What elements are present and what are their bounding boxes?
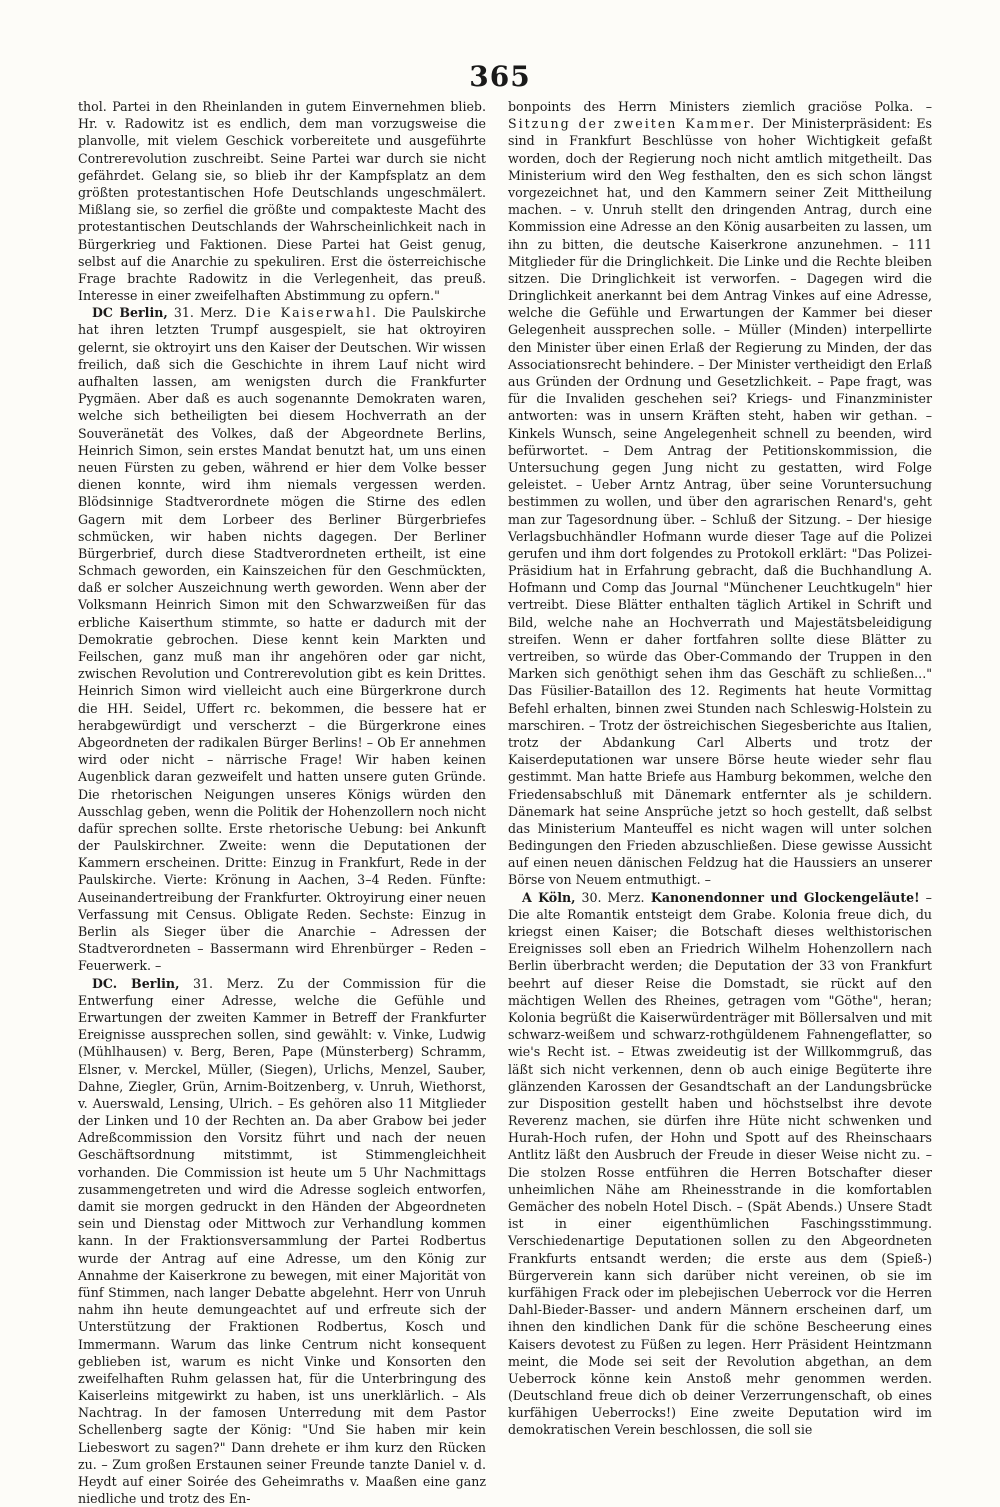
article-headline: Die Kaiserwahl. — [236, 305, 378, 321]
article-headline: Kanonendonner und Glockengeläute! — [644, 889, 920, 905]
article-continuation: thol. Partei in den Rheinlanden in gutem Einvernehmen blieb. Hr. v. Radowitz ist es endlich, dem man vorzugsweise die planvolle, mit vielem Geschick vorbereitete und ausgeführte Contrerevolution zuschreibt. Seine Partei war durch sie nicht gefährdet. Gelang sie, so blieb ihr der Kampfsplatz an dem größten protestantischen Hofe Deutschlands ungeschmälert. Mißlang sie, so zerfiel die größte und compakteste Macht des protestantischen Deutschlands der Wahrscheinlichkeit nach in Bürgerkrieg und Faktionen. Diese Partei hat Geist genug, selbst auf die Anarchie zu spekuliren. Erst die österreichische Frage brachte Radowitz in die Verlegenheit, das preuß. Interesse in einer zweifelhaften Abstimmung zu opfern." — [78, 99, 486, 304]
article-body: – Die alte Romantik entsteigt dem Grabe. Kolonia freue dich, du kriegst einen Kaiser; die Botschaft dieses welthistorischen Ereignisses soll eben an Friedrich Wilhelm Hohenzollern nach Berlin überbracht werden; die Deputation der 33 von Frankfurt beehrt auf dieser Reise die Domstadt, sie rückt auf den mächtigen Wellen des Rheines, getragen vom "Göthe", heran; Kolonia begrüßt die Kaiserwürdenträger mit Böllersalven und mit schwarz-weißem und schwarz-rothgüldenem Fahnengeflatter, so wie's Recht ist. – Etwas zweideutig ist der Willkommgruß, das läßt sich nicht verkennen, denn ob auch einige Begüterte ihre glänzenden Karossen der Gesandtschaft an der Landungsbrücke zur Disposition gestellt haben und höchstselbst ihre devote Reverenz machen, sie dürfen ihre Hüte nicht schwenken und Hurah-Hoch rufen, der Hohn und Spott auf des Rheinschaars Antlitz läßt den Ausbruch der Freude in dieser Weise nicht zu. – Die stolzen Rosse entführen die Herren Botschafter dieser unheimlichen Nähe am Rheinesstrande in die komfortablen Gemächer des nobeln Hotel Disch. – (Spät Abends.) Unsere Stadt ist in einer eigenthümlichen Faschingsstimmung. Verschiedenartige Deputationen sollen zu den Abgeordneten Frankfurts entsandt werden; die erste aus dem (Spieß-) Bürgerverein kann sich darüber nicht vereinen, ob sie im kurfähigen Frack oder im plebejischen Ueberrock vor die Herren Dahl-Bieder-Basser- und andern Männern erscheinen darf, um ihnen den kindlichen Dank für die schöne Bescheerung eines Kaisers devotest zu Füßen zu legen. Herr Präsident Heintzmann meint, die Mode sei seit der Revolution abgethan, an dem Ueberrock könne kein Anstoß mehr genommen werden. (Deutschland freue dich ob deiner Verzerrungenschaft, ob eines kurfähigen Ueberrocks!) Eine zweite Deputation wird im demokratischen Verein beschlossen, die soll sie — [508, 889, 932, 1438]
dateline-place: DC Berlin, — [92, 305, 168, 321]
article-berlin-adresse — [78, 975, 486, 1507]
article-body: Die Paulskirche hat ihren letzten Trumpf ausgespielt, sie hat oktroyiren gelernt, sie oktroyirt uns den Kaiser der Deutschen. Wir wissen freilich, daß sich die Geschichte in ihrem Lauf nicht wird aufhalten lassen, am wenigsten durch die Frankfurter Pygmäen. Aber daß es auch sogenannte Demokraten waren, welche sich betheiligten bei diesem Hochverrath an der Souveränetät des Volkes, daß der Abgeordnete Berlins, Heinrich Simon, sein erstes Mandat benutzt hat, um uns einen neuen Fürsten zu geben, während er hier dem Volke besser dienen konnte, wird ihm niemals vergessen werden. Blödsinnige Stadtverordnete mögen die Stirne des edlen Gagern mit dem Lorbeer des Berliner Bürgerbriefes schmücken, wir haben nichts dagegen. Der Berliner Bürgerbrief, durch diese Stadtverordneten ertheilt, ist eine Schmach geworden, ein Kainszeichen für den Geschmückten, daß er solcher Auszeichnung werth geworden. Wenn aber der Volksmann Heinrich Simon mit den Schwarzweißen für das erbliche Kaiserthum stimmte, so hatte er dadurch mit der Demokratie gebrochen. Diese kennt kein Markten und Feilschen, ganz muß man ihr angehören oder gar nicht, zwischen Revolution und Contrerevolution gibt es kein Drittes. Heinrich Simon wird vielleicht auch eine Bürgerkrone durch die HH. Seidel, Uffert rc. bekommen, die bessere hat er herabgewürdigt und verscherzt – die Bürgerkrone eines Abgeordneten der radikalen Bürger Berlins! – Ob Er annehmen wird oder nicht – närrische Frage! Wir haben keinen Augenblick daran gezweifelt und hatten unsere guten Gründe. Die rhetorischen Neigungen unseres Königs würden den Ausschlag geben, wenn die Politik der Hohenzollern noch nicht dafür sprechen sollte. Erste rhetorische Uebung: bei Ankunft der Paulskirchner. Zweite: wenn die Deputationen der Kammern erscheinen. Dritte: Einzug in Frankfurt, Rede in der Paulskirche. Vierte: Krönung in Aachen, 3–4 Reden. Fünfte: Auseinandertreibung der Frankfurter. Oktroyirung einer neuen Verfassung mit Census. Obligate Reden. Sechste: Einzug in Berlin als Sieger über die Anarchie – Adressen der Stadtverordneten – Bassermann wird Ehrenbürger – Reden – Feuerwerk. – — [78, 305, 486, 974]
article-berlin-kaiserwahl — [78, 304, 486, 974]
dateline-place: DC. Berlin, — [92, 975, 180, 991]
left-column — [78, 98, 486, 1507]
article-body: Der Ministerpräsident: Es sind in Frankfurt Beschlüsse von hoher Wichtigkeit gefaßt worden, doch der Regierung noch nicht amtlich mitgetheilt. Das Ministerium wird den Weg festhalten, den es sich schon längst vorgezeichnet hat, und den Kammern seiner Zeit Mittheilung machen. – v. Unruh stellt den dringenden Antrag, durch eine Kommission eine Adresse an den König ausarbeiten zu lassen, um ihn zu bitten, die deutsche Kaiserkrone anzunehmen. – 111 Mitglieder für die Dringlichkeit. Die Linke und die Rechte bleiben sitzen. Die Dringlichkeit ist verworfen. – Dagegen wird die Dringlichkeit anerkannt bei dem Antrag Vinkes auf eine Adresse, welche die Gefühle und Erwartungen der Kammer bei dieser Gelegenheit aussprechen solle. – Müller (Minden) interpellirte den Minister über einen Erlaß der Regierung zu Minden, der das Associationsrecht behindere. – Der Minister vertheidigt den Erlaß aus Gründen der Ordnung und Gesetzlichkeit. – Pape fragt, was für die Invaliden geschehen sei? Kriegs- und Finanzminister antworten: was in unsern Kräften steht, haben wir gethan. – Kinkels Wunsch, seine Angelegenheit schnell zu beenden, wird befürwortet. – Dem Antrag der Petitionskommission, die Untersuchung gegen Jung nicht zu gestatten, wird Folge geleistet. – Ueber Arntz Antrag, über seine Voruntersuchung bestimmen zu wollen, und über den agrarischen Renard's, geht man zur Tagesordnung über. – Schluß der Sitzung. – Der hiesige Verlagsbuchhändler Hofmann wurde dieser Tage auf die Polizei gerufen und ihm dort folgendes zu Protokoll erklärt: "Das Polizei-Präsidium hat in Erfahrung gebracht, daß die Buchhandlung A. Hofmann und Comp das Journal "Münchener Leuchtkugeln" hier vertreibt. Diese Blätter enthalten täglich Artikel in Schrift und Bild, welche nahe an Hochverrath und Majestätsbeleidigung streifen. Wenn er daher fortfahren sollte diese Blätter zu vertreiben, so würde das Ober-Commando der Truppen in den Marken sich genöthigt sehen ihm das Geschäft zu schließen..." Das Füsilier-Bataillon des 12. Regiments hat heute Vormittag Befehl erhalten, binnen zwei Stunden nach Schleswig-Holstein zu marschiren. – Trotz der östreichischen Siegesberichte aus Italien, trotz der Abdankung Carl Alberts und trotz der Kaiserdeputationen war unsere Börse heute wieder sehr flau gestimmt. Man hatte Briefe aus Hamburg bekommen, welche den Friedensabschluß mit Dänemark entfernter als je schildern. Dänemark hat seine Ansprüche jetzt so hoch gestellt, daß selbst das Ministerium Manteuffel es nicht wagen will unter solchen Bedingungen den Frieden abzuschließen. Diese gewisse Aussicht auf einen neuen dänischen Feldzug hat die Haussiers an unserer Börse von Neuem entmuthigt. – — [508, 116, 932, 888]
right-column — [508, 98, 932, 1438]
page-number: 365 — [469, 60, 531, 93]
dateline-date: 31. Merz. — [167, 305, 237, 321]
article-continuation: bonpoints des Herrn Ministers ziemlich graciöse Polka. – Sitzung der zweiten Kammer. Der Ministerpräsident: Es sind in Frankfurt Beschlüsse von hoher Wichtigkeit gefaßt worden, doch der Regierung noch nicht amtlich mitgetheilt. Das Ministerium wird den Weg festhalten, den es sich schon längst vorgezeichnet hat, und den Kammern seiner Zeit Mittheilung machen. – v. Unruh stellt den dringenden Antrag, durch eine Kommission eine Adresse an den König ausarbeiten zu lassen, um ihn zu bitten, die deutsche Kaiserkrone anzunehmen. – 111 Mitglieder für die Dringlichkeit. Die Linke und die Rechte bleiben sitzen. Die Dringlichkeit ist verworfen. – Dagegen wird die Dringlichkeit anerkannt bei dem Antrag Vinkes auf eine Adresse, welche die Gefühle und Erwartungen der Kammer bei dieser Gelegenheit aussprechen solle. – Müller (Minden) interpellirte den Minister über einen Erlaß der Regierung zu Minden, der das Associationsrecht behindere. – Der Minister vertheidigt den Erlaß aus Gründen der Ordnung und Gesetzlichkeit. – Pape fragt, was für die Invaliden geschehen sei? Kriegs- und Finanzminister antworten: was in unsern Kräften steht, haben wir gethan. – Kinkels Wunsch, seine Angelegenheit schnell zu beenden, wird befürwortet. – Dem Antrag der Petitionskommission, die Untersuchung gegen Jung nicht zu gestatten, wird Folge geleistet. – Ueber Arntz Antrag, über seine Voruntersuchung bestimmen zu wollen, und über den agrarischen Renard's, geht man zur Tagesordnung über. – Schluß der Sitzung. – Der hiesige Verlagsbuchhändler Hofmann wurde dieser Tage auf die Polizei gerufen und ihm dort folgendes zu Protokoll erklärt: "Das Polizei-Präsidium hat in Erfahrung gebracht, daß die Buchhandlung A. Hofmann und Comp das Journal "Münchener Leuchtkugeln" hier vertreibt. Diese Blätter enthalten täglich Artikel in Schrift und Bild, welche nahe an Hochverrath und Majestätsbeleidigung streifen. Wenn er daher fortfahren sollte diese Blätter zu vertreiben, so würde das Ober-Commando der Truppen in den Marken sich genöthigt sehen ihm das Geschäft zu schließen..." Das Füsilier-Bataillon des 12. Regiments hat heute Vormittag Befehl erhalten, binnen zwei Stunden nach Schleswig-Holstein zu marschiren. – Trotz der östreichischen Siegesberichte aus Italien, trotz der Abdankung Carl Alberts und trotz der Kaiserdeputationen war unsere Börse heute wieder sehr flau gestimmt. Man hatte Briefe aus Hamburg bekommen, welche den Friedensabschluß mit Dänemark entfernter als je schildern. Dänemark hat seine Ansprüche jetzt so hoch gestellt, daß selbst das Ministerium Manteuffel es nicht wagen will unter solchen Bedingungen den Frieden abzuschließen. Diese gewisse Aussicht auf einen neuen dänischen Feldzug hat die Haussiers an unserer Börse von Neuem entmuthigt. – — [508, 99, 932, 888]
article-body: Zu der Commission für die Entwerfung einer Adresse, welche die Gefühle und Erwartungen der zweiten Kammer in Betreff der Frankfurter Ereignisse aussprechen sollen, sind gewählt: v. Vinke, Ludwig (Mühlhausen) v. Berg, Beren, Pape (Münsterberg) Schramm, Elsner, v. Merckel, Müller, (Siegen), Urlichs, Menzel, Sauber, Dahne, Ziegler, Grün, Arnim-Boitzenberg, v. Unruh, Wiethorst, v. Auerswald, Lensing, Ulrich. – Es gehören also 11 Mitglieder der Linken und 10 der Rechten an. Da aber Grabow bei jeder Adreßcommission den Vorsitz führt und nach der neuen Geschäftsordnung mitstimmt, ist Stimmengleichheit vorhanden. Die Commission ist heute um 5 Uhr Nachmittags zusammengetreten und wird die Adresse sogleich entworfen, damit sie morgen gedruckt in den Händen der Abgeordneten sein und Dienstag oder Mittwoch zur Verhandlung kommen kann. In der Fraktionsversammlung der Partei Rodbertus wurde der Antrag auf eine Adresse, um den König zur Annahme der Kaiserkrone zu bewegen, mit einer Majorität von fünf Stimmen, nach langer Debatte abgelehnt. Herr von Unruh nahm ihn heute demungeachtet auf und erfreute sich der Unterstützung der Fraktionen Rodbertus, Kosch und Immermann. Warum das linke Centrum nicht konsequent geblieben ist, warum es nicht Vinke und Konsorten den zweifelhaften Ruhm gelassen hat, für die Unterbringung des Kaiserleins mitgewirkt zu haben, ist uns unerklärlich. – Als Nachtrag. In der famosen Unterredung mit dem Pastor Schellenberg sagte der König: "Und Sie haben mir kein Liebeswort zu sagen?" Dann drehete er ihm kurz den Rücken zu. – Zum großen Erstaunen seiner Freunde tanzte Daniel v. d. Heydt auf einer Soirée des Geheimraths v. Maaßen eine ganz niedliche und trotz des En- — [78, 975, 486, 1507]
dateline-date: 31. Merz. — [179, 975, 264, 991]
section-heading: Sitzung der zweiten Kammer. — [508, 116, 757, 132]
article-koeln — [508, 889, 932, 1439]
dateline-place: A Köln, — [522, 889, 576, 905]
dateline-date: 30. Merz. — [575, 889, 645, 905]
